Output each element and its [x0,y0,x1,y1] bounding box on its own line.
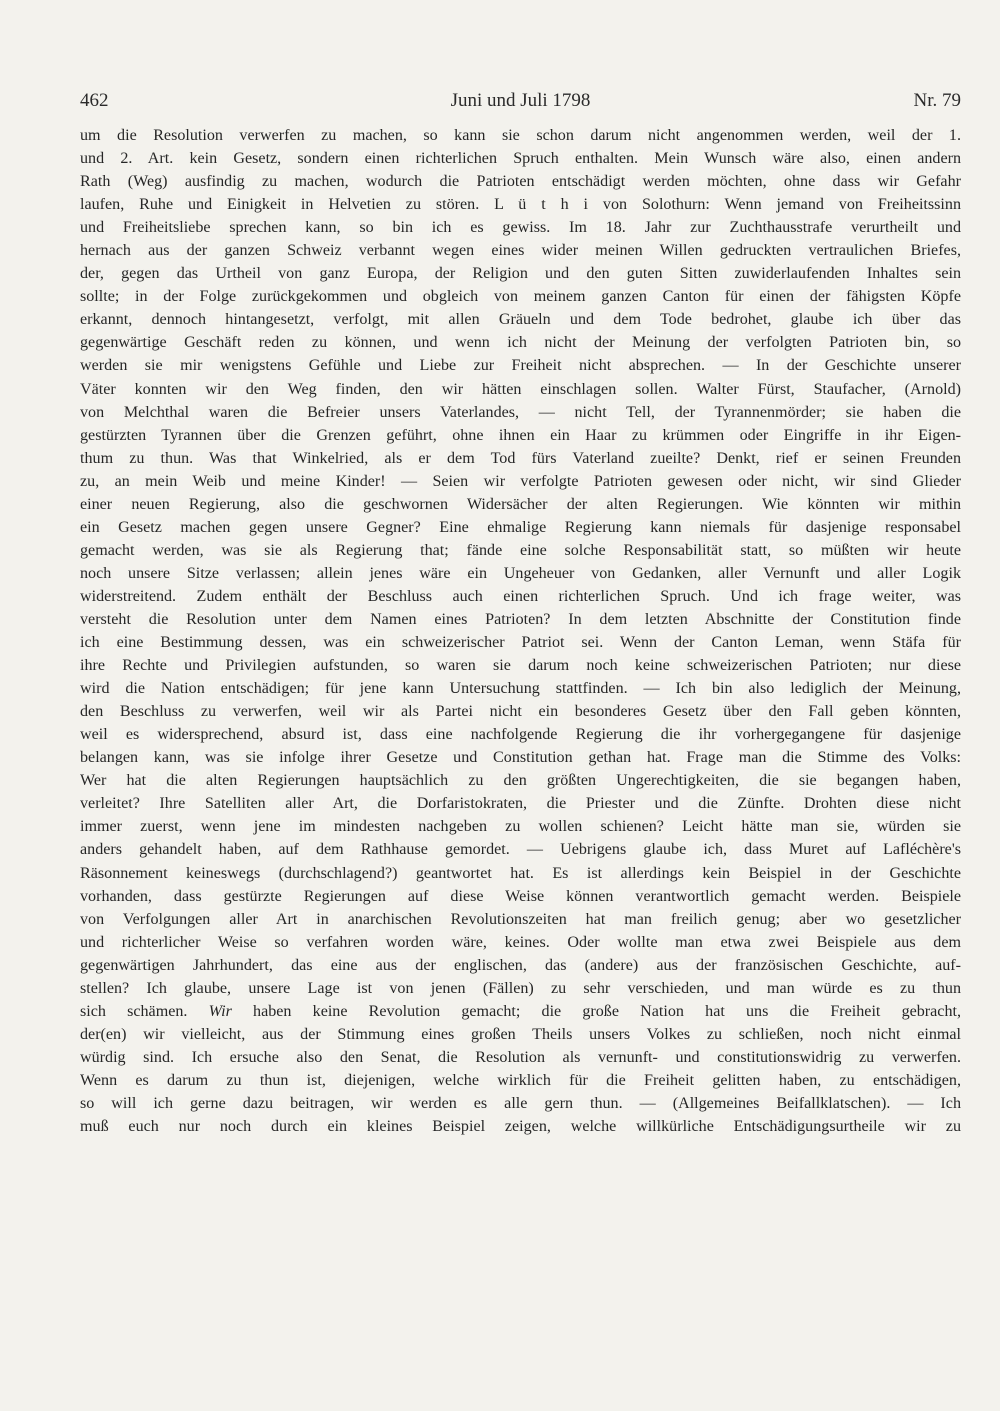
text-line: sich schämen. Wir haben keine Revolution gemacht; die große Nation hat uns die Freiheit gebracht, [80,1002,961,1020]
text-line: ein Gesetz machen gegen unsere Gegner? Eine ehmalige Regierung kann niemals für dasjenige responsabel [80,518,961,536]
page-header [80,90,961,118]
text-line: Rath (Weg) ausfindig zu machen, wodurch die Patrioten entschädigt werden möchten, ohne dass wir Gefahr [80,173,961,191]
text-line: laufen, Ruhe und Einigkeit in Helvetien zu stören. L ü t h i von Solothurn: Wenn jemand von Freiheitssinn [80,196,961,214]
text-line: und Freiheitsliebe sprechen kann, so bin ich es gewiss. Im 18. Jahr zur Zuchthausstrafe verurtheilt und [80,219,961,237]
text-line: ich eine Bestimmung dessen, was ein schweizerischer Patriot sei. Wenn der Canton Leman, wenn Stäfa für [80,634,961,652]
text-line: thum zu thun. Was that Winkelried, als er dem Tod fürs Vaterland zueilte? Denkt, rief er seinen Freunden [80,449,961,467]
text-line: gegenwärtigen Jahrhundert, das eine aus der englischen, das (andere) aus der französischen Geschichte, auf- [80,956,961,974]
text-line: hernach aus der ganzen Schweiz verbannt wegen eines wider meinen Willen gedruckten vertraulichen Briefes, [80,242,961,260]
text-line: anders gehandelt haben, auf dem Rathhause gemordet. — Uebrigens glaube ich, dass Muret auf Lafléchère's [80,841,961,859]
body-text [80,124,961,1138]
text-line: Wer hat die alten Regierungen hauptsächlich zu den größten Ungerechtigkeiten, die sie begangen haben, [80,772,961,790]
text-line: um die Resolution verwerfen zu machen, so kann sie schon darum nicht angenommen werden, weil der 1. [80,127,961,144]
text-line: immer zuerst, wenn jene im mindesten nachgeben zu wollen schienen? Leicht hätte man sie, würden sie [80,818,961,836]
text-line: stellen? Ich glaube, unsere Lage ist von jenen (Fällen) zu sehr verschieden, und man würde es zu thun [80,979,961,997]
text-line: versteht die Resolution unter dem Namen eines Patrioten? In dem letzten Abschnitte der Constitution finde [80,610,961,628]
page-number: 462 [80,90,109,111]
issue-number: Nr. 79 [913,90,961,111]
text-line: Wenn es darum zu thun ist, diejenigen, welche wirklich für die Freiheit gelitten haben, zu entschädigen, [80,1071,961,1089]
text-line: muß euch nur noch durch ein kleines Beispiel zeigen, welche willkürliche Entschädigungsurtheile wir zu [80,1118,961,1136]
running-title: Juni und Juli 1798 [450,90,591,111]
text-line: und 2. Art. kein Gesetz, sondern einen richterlichen Spruch enthalten. Mein Wunsch wäre also, einen andern [80,150,961,168]
text-line: der(en) wir vielleicht, aus der Stimmung eines großen Theils unsers Volkes zu schließen, noch nicht einmal [80,1025,961,1043]
text-line: widerstreitend. Zudem enthält der Beschluss auch einen richterlichen Spruch. Und ich frage weiter, was [80,587,961,605]
text-line: der, gegen das Urtheil von ganz Europa, der Religion und den guten Sitten zuwiderlaufenden Inhaltes sein [80,265,961,283]
text-line: so will ich gerne dazu beitragen, wir werden es alle gern thun. — (Allgemeines Beifallklatschen). — Ich [80,1094,961,1112]
text-line: erkannt, dennoch hintangesetzt, verfolgt, mit allen Gräueln und dem Tode bedrohet, glaube ich über das [80,311,961,329]
text-line: von Melchthal waren die Befreier unsers Vaterlandes, — nicht Tell, der Tyrannenmörder; sie haben die [80,403,961,421]
text-line: Räsonnement keineswegs (durchschlagend?) geantwortet hat. Es ist allerdings kein Beispiel in der Geschichte [80,864,961,882]
text-line: Väter konnten wir den Weg finden, den wir hätten einschlagen sollen. Walter Fürst, Staufacher, (Arnold) [80,380,961,398]
text-line: gestürzten Tyrannen über die Grenzen geführt, ohne ihnen ein Haar zu krümmen oder Eingriffe in ihr Eigen- [80,426,961,444]
text-line: gemacht werden, was sie als Regierung that; fände eine solche Responsabilität statt, so müßten wir heute [80,541,961,559]
text-line: gegenwärtige Geschäft reden zu können, und wenn ich nicht der Meinung der verfolgten Patrioten bin, so [80,334,961,352]
text-line: ihre Rechte und Privilegien aufstunden, so waren sie darum noch keine schweizerischen Patrioten; nur diese [80,657,961,675]
text-line: und richterlicher Weise so verfahren worden wäre, keines. Oder wollte man etwa zwei Beispiele aus dem [80,933,961,951]
text-line: belangen kann, was sie infolge ihrer Gesetze und Constitution gethan hat. Frage man die Stimme des Volks: [80,749,961,767]
text-line: wird die Nation entschädigen; für jene kann Untersuchung stattfinden. — Ich bin also lediglich der Meinung, [80,680,961,698]
text-line: werden sie mir wenigstens Gefühle und Liebe zur Freiheit nicht absprechen. — In der Geschichte unserer [80,357,961,375]
text-line: sollte; in der Folge zurückgekommen und obgleich von meinem ganzen Canton für einen der fähigsten Köpfe [80,288,961,306]
text-line: vorhanden, dass gestürzte Regierungen auf diese Weise können verantwortlich gemacht werden. Beispiele [80,887,961,905]
text-line: von Verfolgungen aller Art in anarchischen Revolutionszeiten hat man freilich genug; aber wo gesetzlicher [80,910,961,928]
text-line: noch unsere Sitze verlassen; allein jenes wäre ein Ungeheuer von Gedanken, aller Vernunft und aller Logik [80,564,961,582]
text-line: zu, an mein Weib und meine Kinder! — Seien wir verfolgte Patrioten gewesen oder nicht, wir sind Glieder [80,472,961,490]
text-line: würdig sind. Ich ersuche also den Senat, die Resolution als vernunft- und constitutionswidrig zu verwerfen. [80,1048,961,1066]
text-line: verleitet? Ihre Satelliten aller Art, die Dorfaristokraten, die Priester und die Zünfte. Drohten diese nicht [80,795,961,813]
text-line: einer neuen Regierung, also die geschwornen Widersächer der alten Regierungen. Wie könnten wir mithin [80,495,961,513]
text-line: weil es widersprechend, absurd ist, dass eine nachfolgende Regierung die ihr vorhergegangene für dasjenige [80,726,961,744]
text-line: den Beschluss zu verwerfen, weil wir als Partei nicht ein besonderes Gesetz über den Fall geben könnten, [80,703,961,721]
